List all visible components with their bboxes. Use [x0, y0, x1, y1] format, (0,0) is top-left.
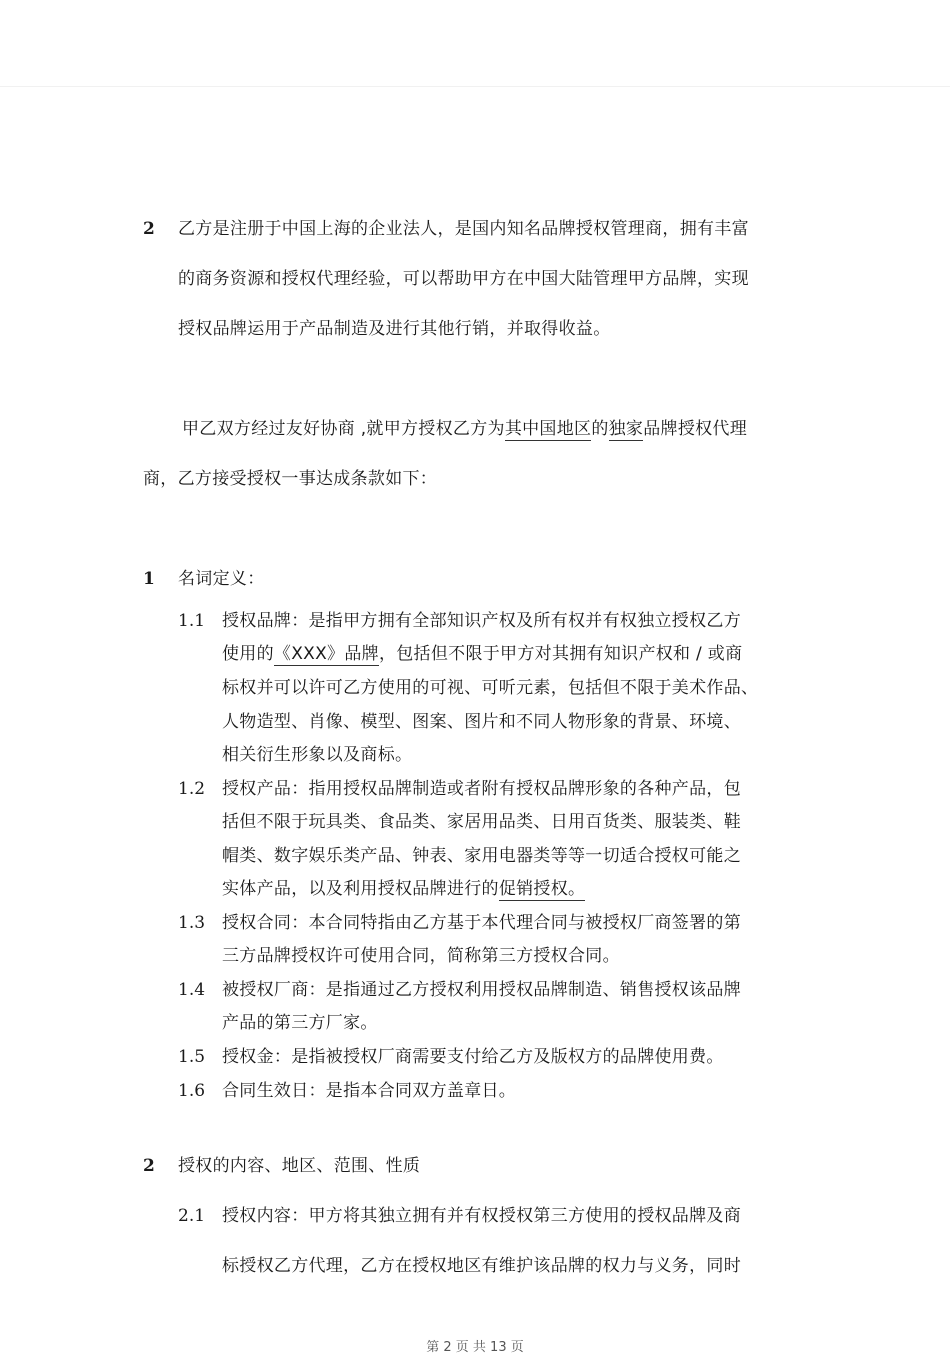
item-1-2-number: 1.2 — [178, 779, 206, 799]
item-2-1-number: 2.1 — [178, 1206, 206, 1226]
agreement-text-a: 甲乙双方经过友好协商 ,就甲方授权乙方为 — [182, 419, 505, 439]
section-2-title: 授权的内容、地区、范围、性质 — [178, 1156, 421, 1176]
promotion-underlined: 促销授权。 — [498, 879, 586, 899]
page-footer: 第 2 页 共 13 页 — [426, 1340, 524, 1355]
page-top-margin — [0, 0, 950, 87]
item-1-5-number: 1.5 — [178, 1047, 206, 1067]
agreement-region-underlined: 其中国地区 — [504, 419, 592, 439]
item-1-1-line-1: 授权品牌：是指甲方拥有全部知识产权及所有权并有权独立授权乙方 — [222, 611, 741, 631]
item-2-1-line-2: 标授权乙方代理，乙方在授权地区有维护该品牌的权力与义务，同时 — [222, 1256, 741, 1276]
item-1-1-number: 1.1 — [178, 611, 206, 631]
item-1-4-line-2: 产品的第三方厂家。 — [222, 1013, 378, 1033]
item-1-2-line-2: 括但不限于玩具类、食品类、家居用品类、日用百货类、服装类、鞋 — [222, 812, 741, 832]
item-2-1-line-1: 授权内容：甲方将其独立拥有并有权授权第三方使用的授权品牌及商 — [222, 1206, 741, 1226]
item-1-2-line-3: 帽类、数字娱乐类产品、钟表、家用电器类等等一切适合授权可能之 — [222, 846, 741, 866]
agreement-line-1 — [182, 419, 747, 439]
brand-name-underlined: 《XXX》品牌 — [273, 644, 379, 664]
section-2-number: 2 — [143, 1156, 155, 1176]
item-1-4-number: 1.4 — [178, 980, 206, 1000]
intro-line-1: 乙方是注册于中国上海的企业法人，是国内知名品牌授权管理商，拥有丰富 — [178, 219, 749, 239]
intro-number: 2 — [143, 219, 155, 239]
section-1-number: 1 — [143, 569, 155, 589]
item-1-6-line-1: 合同生效日：是指本合同双方盖章日。 — [222, 1081, 517, 1101]
item-1-2-text-a: 实体产品，以及利用授权品牌进行的 — [222, 879, 499, 899]
item-1-4-line-1: 被授权厂商：是指通过乙方授权利用授权品牌制造、销售授权该品牌 — [222, 980, 741, 1000]
item-1-3-line-2: 三方品牌授权许可使用合同，简称第三方授权合同。 — [222, 946, 620, 966]
intro-line-2: 的商务资源和授权代理经验，可以帮助甲方在中国大陆管理甲方品牌，实现 — [178, 269, 749, 289]
item-1-1-line-3: 标权并可以许可乙方使用的可视、可听元素，包括但不限于美术作品、 — [222, 678, 759, 698]
item-1-1-line-5: 相关衍生形象以及商标。 — [222, 745, 413, 765]
agreement-exclusive-underlined: 独家 — [608, 419, 644, 439]
intro-line-3: 授权品牌运用于产品制造及进行其他行销，并取得收益。 — [178, 319, 611, 339]
item-1-5-line-1: 授权金：是指被授权厂商需要支付给乙方及版权方的品牌使用费。 — [222, 1047, 724, 1067]
item-1-3-line-1: 授权合同：本合同特指由乙方基于本代理合同与被授权厂商签署的第 — [222, 913, 741, 933]
agreement-line-2: 商，乙方接受授权一事达成条款如下： — [143, 469, 438, 489]
item-1-1-text-a: 使用的 — [222, 644, 274, 664]
item-1-1-text-b: ，包括但不限于甲方对其拥有知识产权和 / 或商 — [378, 644, 743, 664]
item-1-1-line-2 — [222, 644, 742, 664]
item-1-1-line-4: 人物造型、肖像、模型、图案、图片和不同人物形象的背景、环境、 — [222, 712, 741, 732]
agreement-text-c: 品牌授权代理 — [643, 419, 748, 439]
agreement-text-b: 的 — [591, 419, 609, 439]
item-1-6-number: 1.6 — [178, 1081, 206, 1101]
item-1-3-number: 1.3 — [178, 913, 206, 933]
section-1-title: 名词定义： — [178, 569, 265, 589]
item-1-2-line-1: 授权产品：指用授权品牌制造或者附有授权品牌形象的各种产品，包 — [222, 779, 741, 799]
item-1-2-line-4 — [222, 879, 585, 899]
